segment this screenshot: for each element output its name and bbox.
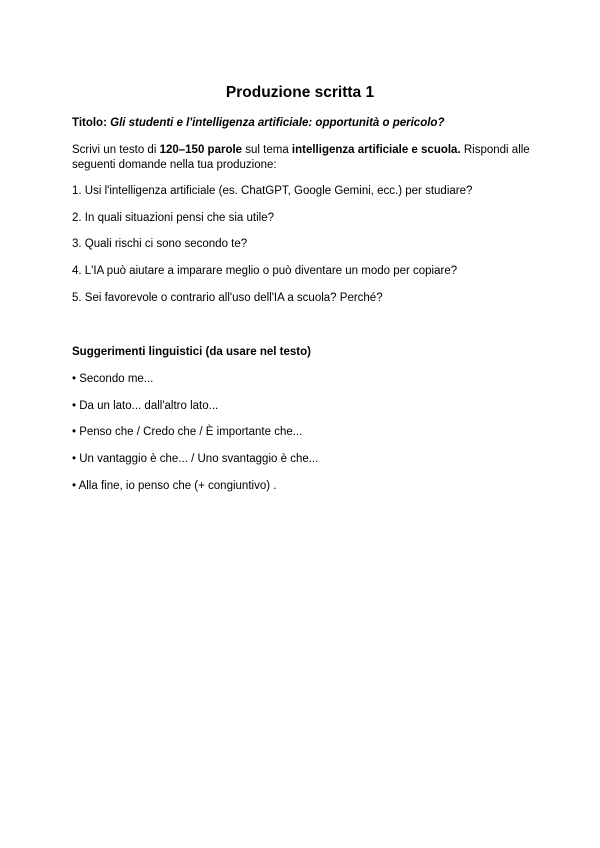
suggestions-heading: Suggerimenti linguistici (da usare nel testo) — [72, 346, 311, 358]
intro-word-count: 120–150 parole — [159, 144, 243, 156]
question-1: 1. Usi l'intelligenza artificiale (es. ChatGPT, Google Gemini, ecc.) per studiare? — [72, 185, 473, 197]
titolo-line — [72, 116, 444, 131]
intro-paragraph — [72, 143, 532, 173]
question-3: 3. Quali rischi ci sono secondo te? — [72, 238, 248, 250]
suggestion-item-2: • Da un lato... dall'altro lato... — [72, 400, 219, 412]
intro-part1: Scrivi un testo di — [72, 144, 160, 156]
suggestion-item-3: • Penso che / Credo che / È importante che... — [72, 426, 303, 438]
titolo-text: Gli studenti e l'intelligenza artificiale: opportunità o pericolo? — [110, 117, 445, 129]
question-2: 2. In quali situazioni pensi che sia utile? — [72, 212, 275, 224]
page-title: Produzione scritta 1 — [225, 84, 375, 101]
suggestion-item-5: • Alla fine, io penso che (+ congiuntivo) . — [72, 480, 277, 492]
question-5: 5. Sei favorevole o contrario all'uso dell'IA a scuola? Perché? — [72, 292, 383, 304]
intro-part2: sul tema — [242, 144, 292, 156]
question-4: 4. L'IA può aiutare a imparare meglio o può diventare un modo per copiare? — [72, 265, 458, 277]
titolo-label: Titolo: — [72, 117, 107, 129]
intro-part3: Rispondi alle seguenti domande nella tua produzione: — [72, 144, 530, 171]
suggestion-item-4: • Un vantaggio è che... / Uno svantaggio è che... — [72, 453, 319, 465]
intro-topic: intelligenza artificiale e scuola. — [291, 144, 461, 156]
suggestion-item-1: • Secondo me... — [72, 373, 154, 385]
